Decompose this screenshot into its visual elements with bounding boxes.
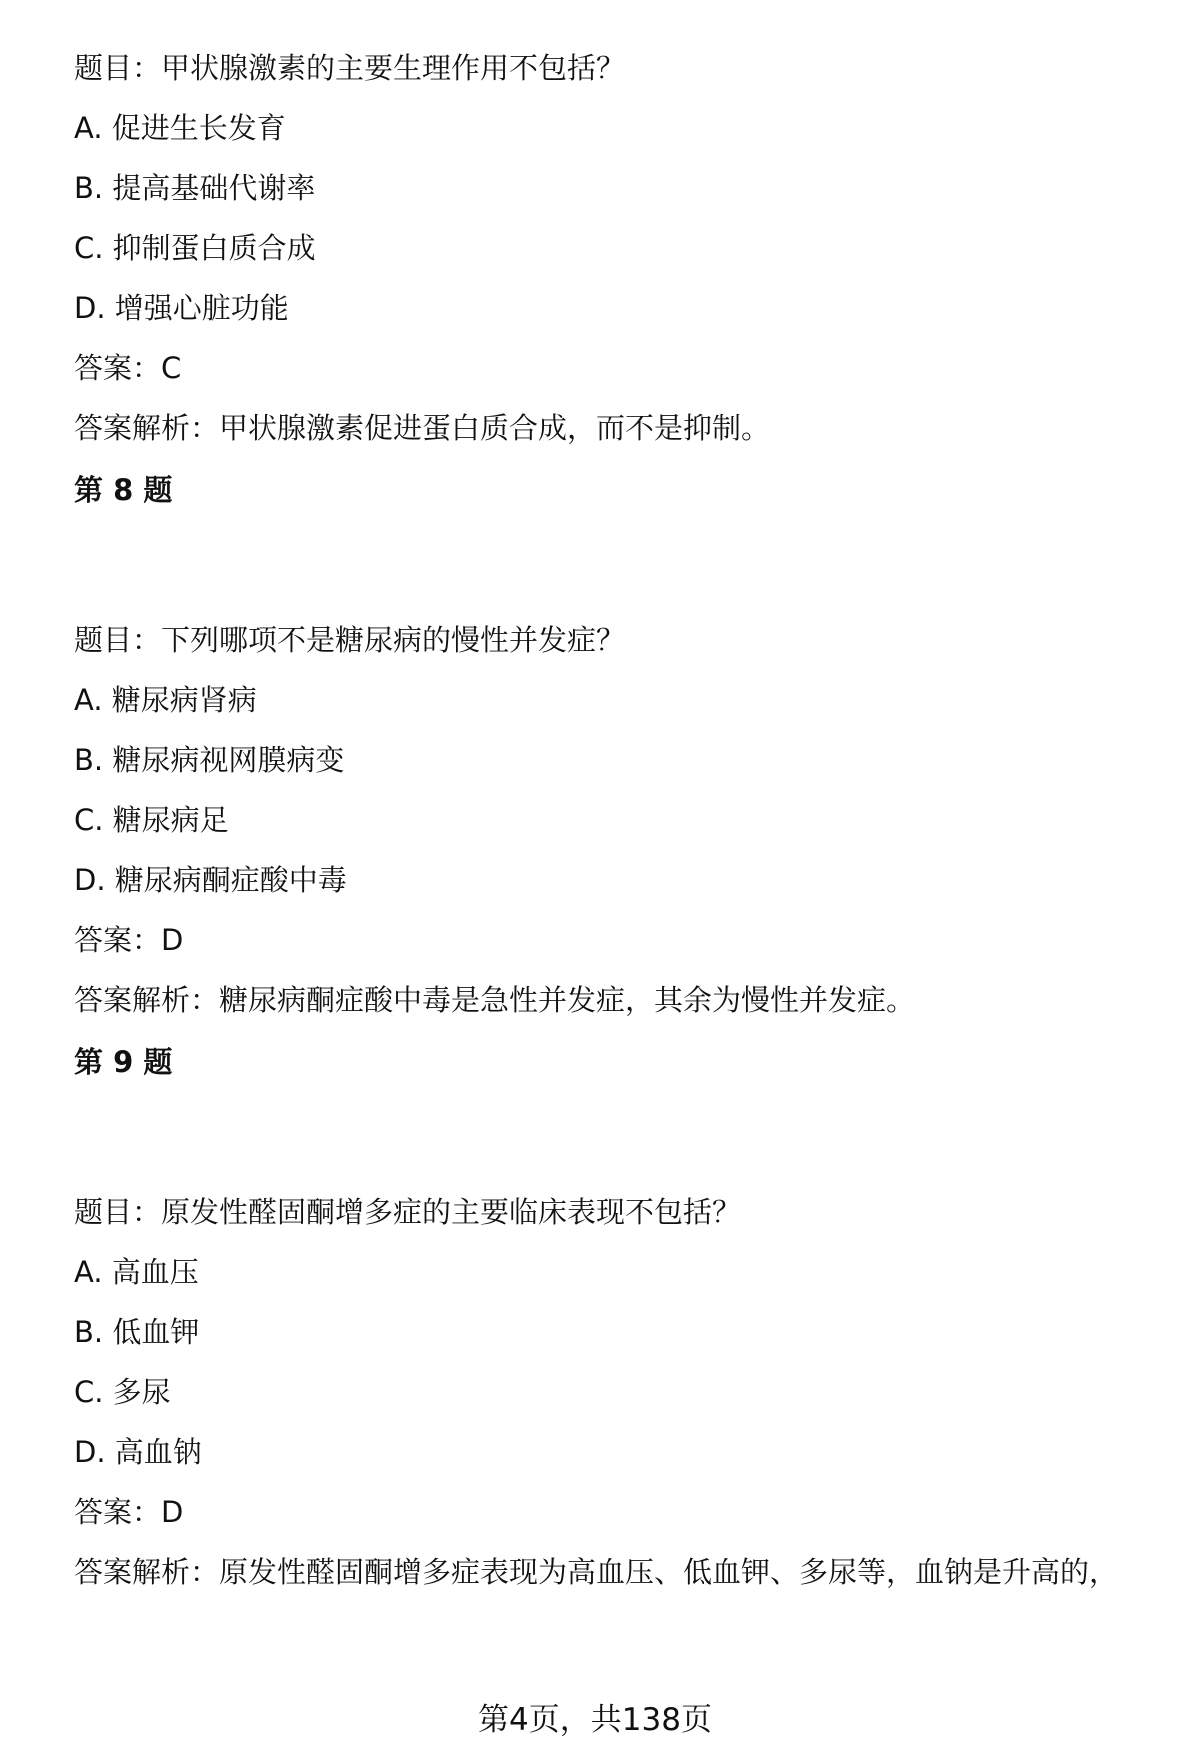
option-d: D. 糖尿病酮症酸中毒 bbox=[74, 863, 347, 897]
answer-text: 答案：C bbox=[74, 351, 182, 385]
question-heading: 第 8 题 bbox=[74, 473, 173, 507]
explanation-text: 答案解析：原发性醛固酮增多症表现为高血压、低血钾、多尿等，血钠是升高的， bbox=[74, 1555, 1119, 1589]
option-c: C. 多尿 bbox=[74, 1375, 171, 1409]
question-block-7 bbox=[74, 48, 1134, 448]
page-number-footer: 第4页，共138页 bbox=[478, 1702, 712, 1738]
answer-text: 答案：D bbox=[74, 1495, 184, 1529]
spacer bbox=[74, 510, 1134, 620]
option-a: A. 糖尿病肾病 bbox=[74, 683, 257, 717]
page-content bbox=[74, 48, 1134, 1612]
question-text: 题目：原发性醛固酮增多症的主要临床表现不包括？ bbox=[74, 1195, 742, 1229]
option-d: D. 高血钠 bbox=[74, 1435, 202, 1469]
answer-text: 答案：D bbox=[74, 923, 184, 957]
question-text: 题目：甲状腺激素的主要生理作用不包括？ bbox=[74, 51, 626, 85]
option-b: B. 低血钾 bbox=[74, 1315, 200, 1349]
question-block-9 bbox=[74, 1042, 1134, 1592]
option-b: B. 提高基础代谢率 bbox=[74, 171, 316, 205]
option-d: D. 增强心脏功能 bbox=[74, 291, 289, 325]
explanation-text: 答案解析：甲状腺激素促进蛋白质合成，而不是抑制。 bbox=[74, 411, 771, 445]
question-heading: 第 9 题 bbox=[74, 1045, 173, 1079]
option-a: A. 高血压 bbox=[74, 1255, 199, 1289]
option-c: C. 糖尿病足 bbox=[74, 803, 229, 837]
option-b: B. 糖尿病视网膜病变 bbox=[74, 743, 345, 777]
question-block-8 bbox=[74, 470, 1134, 1020]
explanation-text: 答案解析：糖尿病酮症酸中毒是急性并发症，其余为慢性并发症。 bbox=[74, 983, 916, 1017]
spacer bbox=[74, 1082, 1134, 1192]
option-a: A. 促进生长发育 bbox=[74, 111, 286, 145]
question-text: 题目：下列哪项不是糖尿病的慢性并发症？ bbox=[74, 623, 626, 657]
option-c: C. 抑制蛋白质合成 bbox=[74, 231, 316, 265]
